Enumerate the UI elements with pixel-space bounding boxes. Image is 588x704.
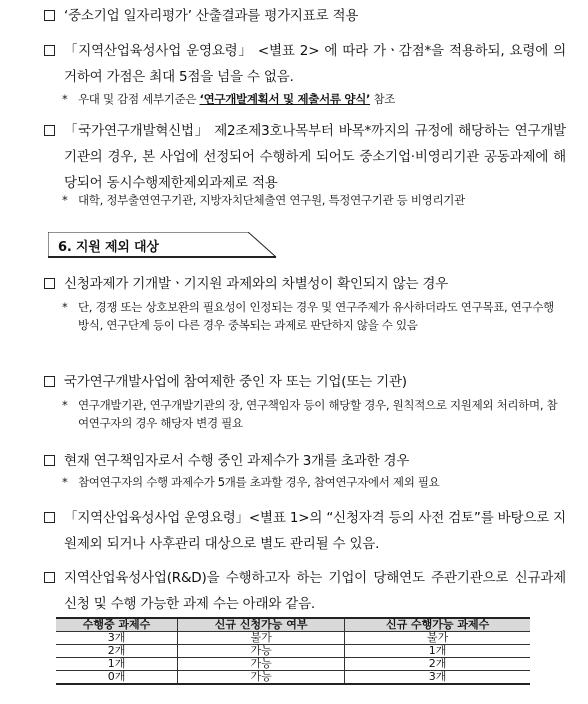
section-title: 6. 지원 제외 대상 <box>58 240 159 255</box>
project-limit-item <box>44 448 566 474</box>
checkbox-bullet-icon <box>44 376 55 387</box>
section-header <box>48 232 278 258</box>
item-text: 「국가연구개발혁신법」 제2조제3호나목부터 바목*까지의 규정에 해당하는 연구개발기관의 경우, 본 사업에 선정되어 수행하게 되어도 중소기업·비영리기관 공동과제에 해당되어 동시수행제한제외과제로 적용 <box>64 123 566 191</box>
asterisk-icon: * <box>62 398 68 412</box>
table-cell: 가능 <box>178 658 345 671</box>
table-cell: 2개 <box>345 658 530 671</box>
column-header: 신규 신청가능 여부 <box>178 618 345 632</box>
item-text: 신청과제가 기개발ㆍ기지원 과제와의 차별성이 확인되지 않는 경우 <box>64 276 449 292</box>
table-row <box>56 645 530 658</box>
duplication-note: * 단, 경쟁 또는 상호보완의 필요성이 인정되는 경우 및 연구주제가 유사하더라도 연구목표, 연구수행방식, 연구단계 등이 다른 경우 중복되는 과제로 판단하지 않을 수 있음 <box>62 300 554 332</box>
table-row <box>56 658 530 671</box>
checkbox-bullet-icon <box>44 572 55 583</box>
eval-indicator-item <box>44 3 566 29</box>
checkbox-bullet-icon <box>44 125 55 136</box>
table-cell: 불가 <box>178 632 345 645</box>
participant-note: * 참여연구자의 수행 과제수가 5개를 초과할 경우, 참여연구자에서 제외 필요 <box>62 475 440 489</box>
item-text: ‘중소기업 일자리평가’ 산출결과를 평가지표로 적용 <box>64 8 359 24</box>
table-cell: 가능 <box>178 645 345 658</box>
weights-note: * 우대 및 감점 세부기준은 ‘연구개발계획서 및 제출서류 양식’ 참조 <box>62 92 396 106</box>
participation-restriction-item <box>44 369 566 395</box>
project-count-item <box>44 565 566 617</box>
checkbox-bullet-icon <box>44 512 55 523</box>
asterisk-icon: * <box>62 92 68 106</box>
differentiation-item <box>44 271 566 297</box>
checkbox-bullet-icon <box>44 10 55 21</box>
institutions-note: * 대학, 정부출연연구기관, 지방자치단체출연 연구원, 특정연구기관 등 비영리기관 <box>62 193 465 207</box>
table-cell: 불가 <box>345 632 530 645</box>
item-text: 「지역산업육성사업 운영요령」 <별표 2> 에 따라 가ㆍ감점*을 적용하되, 요령에 의거하여 가점은 최대 5점을 넘을 수 없음. <box>64 43 566 85</box>
table-header-row <box>56 618 530 632</box>
table-cell: 가능 <box>178 671 345 685</box>
checkbox-bullet-icon <box>44 45 55 56</box>
form-reference: ‘연구개발계획서 및 제출서류 양식’ <box>199 92 371 106</box>
table-cell: 3개 <box>56 632 178 645</box>
checkbox-bullet-icon <box>44 455 55 466</box>
checkbox-bullet-icon <box>44 278 55 289</box>
column-header: 신규 수행가능 과제수 <box>345 618 530 632</box>
asterisk-icon: * <box>62 300 68 314</box>
table-row <box>56 671 530 685</box>
item-text: 「지역산업육성사업 운영요령」<별표 1>의 “신청자격 등의 사전 검토”를 바탕으로 지원제외 되거나 사후관리 대상으로 별도 관리될 수 있음. <box>64 510 566 552</box>
column-header: 수행중 과제수 <box>56 618 178 632</box>
table-cell: 2개 <box>56 645 178 658</box>
table-cell: 0개 <box>56 671 178 685</box>
table-row <box>56 632 530 645</box>
asterisk-icon: * <box>62 193 68 207</box>
restriction-note: * 연구개발기관, 연구개발기관의 장, 연구책임자 등이 해당할 경우, 원칙적으로 지원제외 처리하며, 참여연구자의 경우 해당자 변경 필요 <box>62 398 558 430</box>
table-cell: 3개 <box>345 671 530 685</box>
pre-review-item <box>44 505 566 557</box>
asterisk-icon: * <box>62 475 68 489</box>
item-text: 지역산업육성사업(R&D)을 수행하고자 하는 기업이 당해연도 주관기관으로 신규과제 신청 및 수행 가능한 과제 수는 아래와 같음. <box>64 570 566 612</box>
item-text: 현재 연구책임자로서 수행 중인 과제수가 3개를 초과한 경우 <box>64 453 410 469</box>
table-cell: 1개 <box>345 645 530 658</box>
project-count-table <box>56 617 530 685</box>
rnd-innovation-act-item <box>44 118 566 196</box>
bonus-penalty-item <box>44 38 566 90</box>
table-cell: 1개 <box>56 658 178 671</box>
item-text: 국가연구개발사업에 참여제한 중인 자 또는 기업(또는 기관) <box>64 374 407 390</box>
